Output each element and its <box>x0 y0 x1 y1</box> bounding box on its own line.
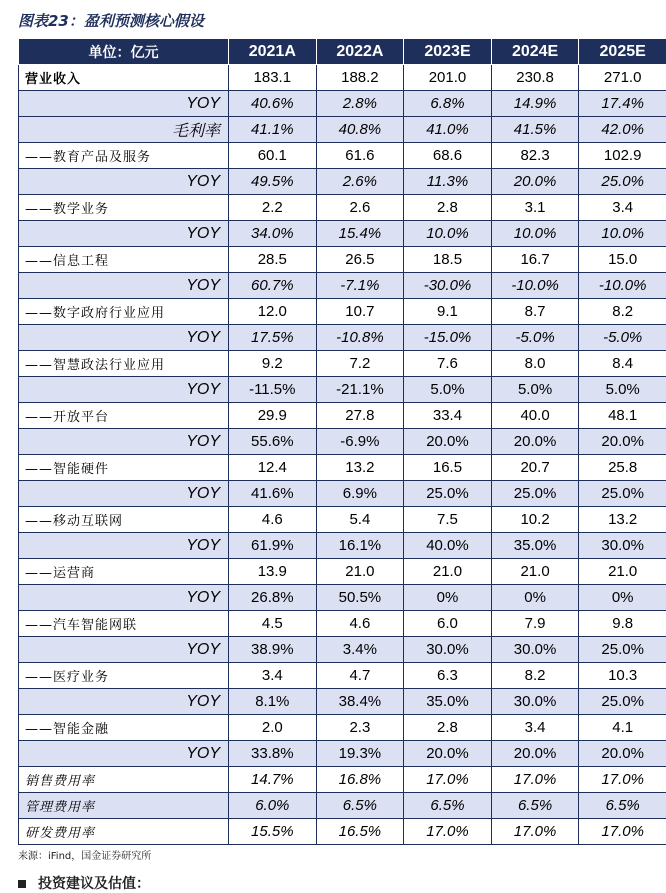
value-cell: 25.0% <box>404 481 492 507</box>
value-cell: 183.1 <box>229 65 317 91</box>
value-cell: 2.6% <box>316 169 404 195</box>
value-cell: 13.2 <box>579 507 666 533</box>
value-cell: 21.0 <box>579 559 666 585</box>
value-cell: 2.6 <box>316 195 404 221</box>
value-cell: 4.5 <box>229 611 317 637</box>
table-row <box>19 403 666 429</box>
value-cell: 49.5% <box>229 169 317 195</box>
next-section-text: 投资建议及估值： <box>38 876 150 892</box>
header-cell: 2023E <box>404 39 492 65</box>
table-row <box>19 117 666 143</box>
value-cell: 26.8% <box>229 585 317 611</box>
value-cell: 41.0% <box>404 117 492 143</box>
value-cell: 19.3% <box>316 741 404 767</box>
value-cell: 17.0% <box>579 767 666 793</box>
value-cell: 9.2 <box>229 351 317 377</box>
value-cell: 55.6% <box>229 429 317 455</box>
header-row <box>19 39 666 65</box>
table-row <box>19 325 666 351</box>
table-row <box>19 195 666 221</box>
value-cell: -5.0% <box>491 325 579 351</box>
table-row <box>19 351 666 377</box>
row-label: YOY <box>19 377 229 403</box>
row-label: YOY <box>19 273 229 299</box>
value-cell: 9.1 <box>404 299 492 325</box>
table-row <box>19 637 666 663</box>
table-row <box>19 559 666 585</box>
row-label: ——教育产品及服务 <box>19 143 229 169</box>
source-note: 来源：iFind，国金证券研究所 <box>18 847 151 862</box>
value-cell: 15.0 <box>579 247 666 273</box>
value-cell: -5.0% <box>579 325 666 351</box>
value-cell: 7.9 <box>491 611 579 637</box>
row-label: ——智慧政法行业应用 <box>19 351 229 377</box>
value-cell: 35.0% <box>404 689 492 715</box>
value-cell: 14.7% <box>229 767 317 793</box>
value-cell: 28.5 <box>229 247 317 273</box>
row-label: YOY <box>19 689 229 715</box>
value-cell: 10.7 <box>316 299 404 325</box>
value-cell: 16.5 <box>404 455 492 481</box>
value-cell: -10.0% <box>491 273 579 299</box>
value-cell: 48.1 <box>579 403 666 429</box>
value-cell: 12.0 <box>229 299 317 325</box>
table-row <box>19 429 666 455</box>
row-label: YOY <box>19 585 229 611</box>
table-row <box>19 767 666 793</box>
value-cell: 8.0 <box>491 351 579 377</box>
table-row <box>19 611 666 637</box>
value-cell: 33.4 <box>404 403 492 429</box>
value-cell: 9.8 <box>579 611 666 637</box>
row-label: 管理费用率 <box>19 793 229 819</box>
row-label: ——智能金融 <box>19 715 229 741</box>
value-cell: 26.5 <box>316 247 404 273</box>
value-cell: 2.0 <box>229 715 317 741</box>
value-cell: 6.3 <box>404 663 492 689</box>
row-label: YOY <box>19 325 229 351</box>
row-label: YOY <box>19 637 229 663</box>
value-cell: 60.1 <box>229 143 317 169</box>
value-cell: 17.0% <box>404 767 492 793</box>
row-label: ——移动互联网 <box>19 507 229 533</box>
value-cell: 0% <box>404 585 492 611</box>
row-label: 研发费用率 <box>19 819 229 845</box>
value-cell: 25.0% <box>579 689 666 715</box>
row-label: YOY <box>19 741 229 767</box>
value-cell: -21.1% <box>316 377 404 403</box>
value-cell: 5.0% <box>579 377 666 403</box>
table-row <box>19 377 666 403</box>
value-cell: -10.8% <box>316 325 404 351</box>
table-row <box>19 299 666 325</box>
value-cell: 13.9 <box>229 559 317 585</box>
header-cell: 2022A <box>316 39 404 65</box>
value-cell: 6.9% <box>316 481 404 507</box>
value-cell: 16.7 <box>491 247 579 273</box>
value-cell: 188.2 <box>316 65 404 91</box>
value-cell: 11.3% <box>404 169 492 195</box>
value-cell: 40.6% <box>229 91 317 117</box>
value-cell: 0% <box>491 585 579 611</box>
value-cell: 17.0% <box>579 819 666 845</box>
value-cell: 4.1 <box>579 715 666 741</box>
table-row <box>19 585 666 611</box>
value-cell: 8.2 <box>579 299 666 325</box>
value-cell: 8.4 <box>579 351 666 377</box>
value-cell: 7.2 <box>316 351 404 377</box>
value-cell: 25.0% <box>579 637 666 663</box>
value-cell: 35.0% <box>491 533 579 559</box>
value-cell: 30.0% <box>491 637 579 663</box>
value-cell: 25.8 <box>579 455 666 481</box>
value-cell: 5.0% <box>404 377 492 403</box>
value-cell: 17.0% <box>404 819 492 845</box>
value-cell: 17.0% <box>491 819 579 845</box>
table-row <box>19 273 666 299</box>
table-row <box>19 715 666 741</box>
header-cell: 2021A <box>229 39 317 65</box>
value-cell: 30.0% <box>404 637 492 663</box>
value-cell: 6.5% <box>491 793 579 819</box>
value-cell: 82.3 <box>491 143 579 169</box>
row-label: YOY <box>19 429 229 455</box>
value-cell: 3.1 <box>491 195 579 221</box>
value-cell: 21.0 <box>491 559 579 585</box>
row-label: 销售费用率 <box>19 767 229 793</box>
table-body <box>19 65 666 845</box>
value-cell: 6.8% <box>404 91 492 117</box>
figure-title: 图表23：盈利预测核心假设 <box>18 10 204 31</box>
table-row <box>19 481 666 507</box>
value-cell: 27.8 <box>316 403 404 429</box>
row-label: ——信息工程 <box>19 247 229 273</box>
value-cell: 16.5% <box>316 819 404 845</box>
value-cell: 6.5% <box>316 793 404 819</box>
value-cell: 16.8% <box>316 767 404 793</box>
value-cell: 61.6 <box>316 143 404 169</box>
value-cell: 33.8% <box>229 741 317 767</box>
row-label: ——智能硬件 <box>19 455 229 481</box>
value-cell: 38.4% <box>316 689 404 715</box>
row-label: YOY <box>19 91 229 117</box>
table-row <box>19 169 666 195</box>
row-label: YOY <box>19 169 229 195</box>
value-cell: 8.7 <box>491 299 579 325</box>
value-cell: -11.5% <box>229 377 317 403</box>
value-cell: 3.4 <box>579 195 666 221</box>
table-row <box>19 741 666 767</box>
value-cell: 61.9% <box>229 533 317 559</box>
value-cell: 4.6 <box>229 507 317 533</box>
value-cell: 17.5% <box>229 325 317 351</box>
value-cell: 271.0 <box>579 65 666 91</box>
value-cell: 18.5 <box>404 247 492 273</box>
value-cell: 21.0 <box>404 559 492 585</box>
value-cell: 8.2 <box>491 663 579 689</box>
value-cell: 60.7% <box>229 273 317 299</box>
row-label: 毛利率 <box>19 117 229 143</box>
value-cell: 2.8 <box>404 195 492 221</box>
value-cell: 38.9% <box>229 637 317 663</box>
value-cell: 10.0% <box>404 221 492 247</box>
table-row <box>19 689 666 715</box>
value-cell: 40.0 <box>491 403 579 429</box>
value-cell: 6.5% <box>404 793 492 819</box>
value-cell: 20.0% <box>404 429 492 455</box>
value-cell: 10.0% <box>491 221 579 247</box>
row-label: 营业收入 <box>19 65 229 91</box>
table-row <box>19 91 666 117</box>
value-cell: 10.0% <box>579 221 666 247</box>
value-cell: 13.2 <box>316 455 404 481</box>
value-cell: 17.0% <box>491 767 579 793</box>
value-cell: 3.4 <box>229 663 317 689</box>
value-cell: 20.7 <box>491 455 579 481</box>
row-label: ——汽车智能网联 <box>19 611 229 637</box>
row-label: YOY <box>19 533 229 559</box>
bullet-square-icon <box>18 880 26 888</box>
value-cell: 17.4% <box>579 91 666 117</box>
value-cell: 25.0% <box>491 481 579 507</box>
value-cell: 2.8 <box>404 715 492 741</box>
value-cell: 6.5% <box>579 793 666 819</box>
table-row <box>19 143 666 169</box>
value-cell: 7.6 <box>404 351 492 377</box>
value-cell: -6.9% <box>316 429 404 455</box>
table-row <box>19 663 666 689</box>
value-cell: 20.0% <box>579 741 666 767</box>
value-cell: 0% <box>579 585 666 611</box>
value-cell: 15.5% <box>229 819 317 845</box>
value-cell: -10.0% <box>579 273 666 299</box>
value-cell: 30.0% <box>491 689 579 715</box>
value-cell: 20.0% <box>491 169 579 195</box>
table-row <box>19 247 666 273</box>
value-cell: 4.6 <box>316 611 404 637</box>
table-row <box>19 533 666 559</box>
value-cell: 16.1% <box>316 533 404 559</box>
value-cell: 6.0% <box>229 793 317 819</box>
header-cell: 2025E <box>579 39 666 65</box>
value-cell: 30.0% <box>579 533 666 559</box>
value-cell: 7.5 <box>404 507 492 533</box>
header-cell: 2024E <box>491 39 579 65</box>
value-cell: 5.4 <box>316 507 404 533</box>
value-cell: 41.1% <box>229 117 317 143</box>
row-label: ——数字政府行业应用 <box>19 299 229 325</box>
row-label: ——教学业务 <box>19 195 229 221</box>
row-label: YOY <box>19 481 229 507</box>
table-row <box>19 455 666 481</box>
value-cell: 25.0% <box>579 481 666 507</box>
value-cell: 6.0 <box>404 611 492 637</box>
value-cell: 20.0% <box>404 741 492 767</box>
value-cell: 102.9 <box>579 143 666 169</box>
value-cell: 14.9% <box>491 91 579 117</box>
table-row <box>19 507 666 533</box>
value-cell: 2.8% <box>316 91 404 117</box>
value-cell: 10.2 <box>491 507 579 533</box>
value-cell: 8.1% <box>229 689 317 715</box>
row-label: ——医疗业务 <box>19 663 229 689</box>
value-cell: 50.5% <box>316 585 404 611</box>
value-cell: 3.4% <box>316 637 404 663</box>
value-cell: 4.7 <box>316 663 404 689</box>
table-row <box>19 221 666 247</box>
next-section-heading <box>18 873 150 893</box>
value-cell: 20.0% <box>491 741 579 767</box>
forecast-table <box>18 38 666 845</box>
value-cell: 21.0 <box>316 559 404 585</box>
value-cell: 41.6% <box>229 481 317 507</box>
value-cell: 41.5% <box>491 117 579 143</box>
value-cell: 201.0 <box>404 65 492 91</box>
header-cell: 单位：亿元 <box>19 39 229 65</box>
value-cell: 40.0% <box>404 533 492 559</box>
value-cell: 20.0% <box>491 429 579 455</box>
value-cell: 5.0% <box>491 377 579 403</box>
value-cell: 230.8 <box>491 65 579 91</box>
value-cell: -7.1% <box>316 273 404 299</box>
value-cell: 2.3 <box>316 715 404 741</box>
value-cell: 34.0% <box>229 221 317 247</box>
value-cell: 3.4 <box>491 715 579 741</box>
row-label: ——开放平台 <box>19 403 229 429</box>
value-cell: 68.6 <box>404 143 492 169</box>
value-cell: 12.4 <box>229 455 317 481</box>
row-label: ——运营商 <box>19 559 229 585</box>
value-cell: 2.2 <box>229 195 317 221</box>
value-cell: -30.0% <box>404 273 492 299</box>
value-cell: 10.3 <box>579 663 666 689</box>
row-label: YOY <box>19 221 229 247</box>
table-row <box>19 793 666 819</box>
value-cell: 20.0% <box>579 429 666 455</box>
value-cell: 29.9 <box>229 403 317 429</box>
table-row <box>19 819 666 845</box>
value-cell: 25.0% <box>579 169 666 195</box>
value-cell: -15.0% <box>404 325 492 351</box>
table-row <box>19 65 666 91</box>
value-cell: 42.0% <box>579 117 666 143</box>
value-cell: 40.8% <box>316 117 404 143</box>
value-cell: 15.4% <box>316 221 404 247</box>
